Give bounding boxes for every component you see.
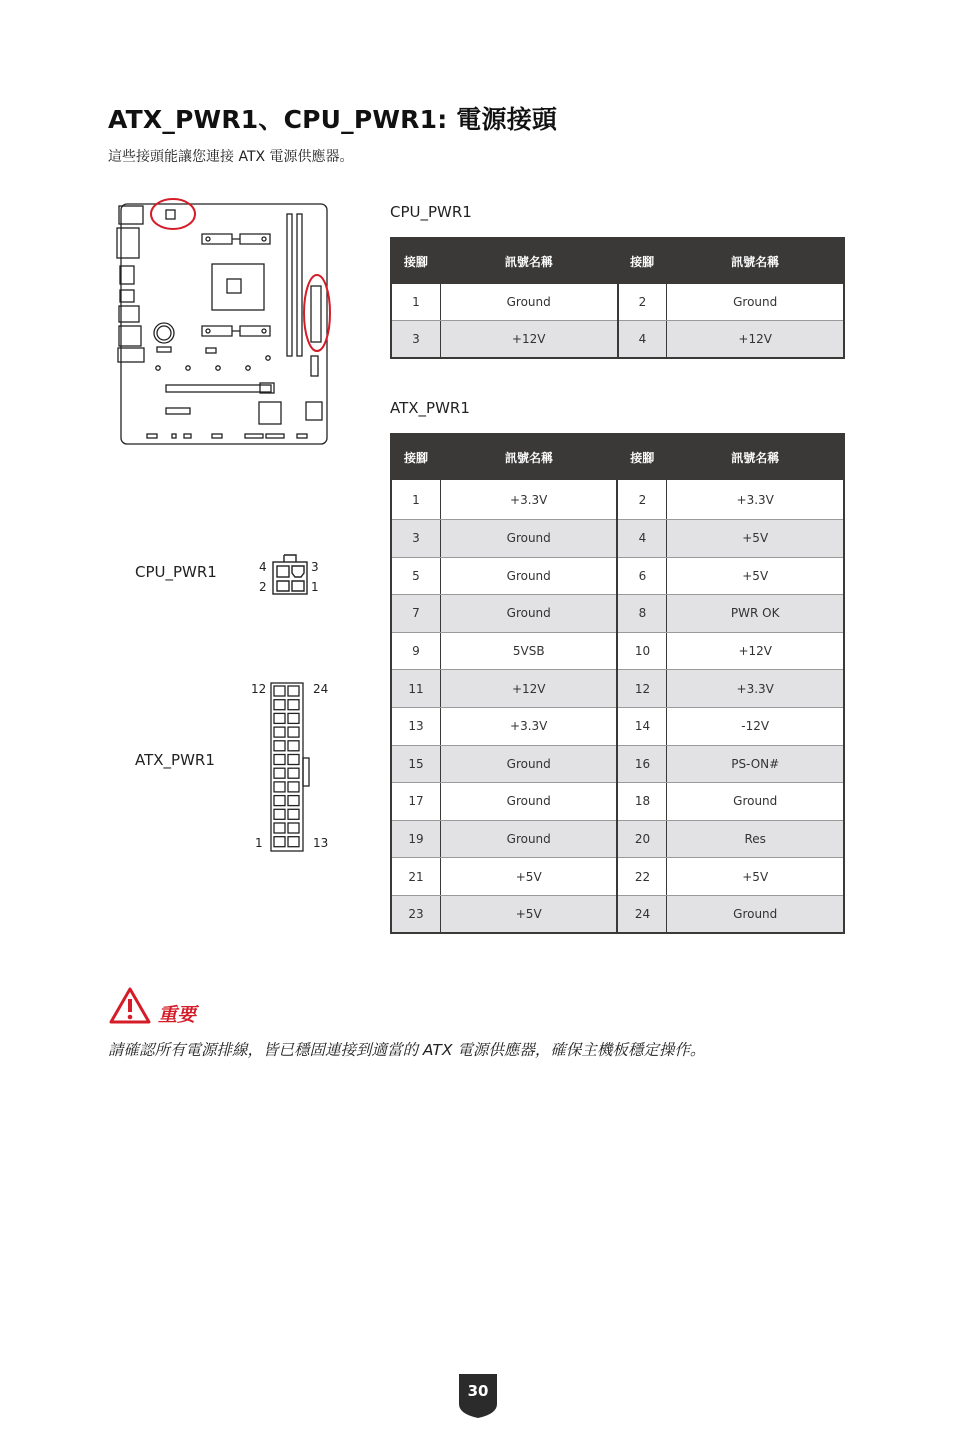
pin-cell: 22 — [617, 858, 666, 896]
atx-pin-cell — [274, 713, 285, 723]
header-pin: 接腳 — [391, 238, 440, 284]
atx-pin-cell — [288, 809, 299, 819]
signal-cell: Ground — [667, 284, 844, 321]
atx-pin-cell — [288, 823, 299, 833]
signal-cell: +12V — [667, 632, 844, 670]
atx-pin-cell — [274, 809, 285, 819]
table-row — [391, 858, 844, 896]
signal-cell: +12V — [667, 321, 844, 358]
pin-cell: 4 — [618, 321, 667, 358]
atx-pin-cell — [274, 768, 285, 778]
atx-pin-cell — [288, 796, 299, 806]
atx-pin-cell — [274, 823, 285, 833]
atx-pin-cell — [274, 837, 285, 847]
signal-cell: +3.3V — [440, 480, 617, 520]
atx-pin-cell — [288, 837, 299, 847]
pin-cell: 23 — [391, 895, 440, 933]
header-signal: 訊號名稱 — [440, 434, 617, 480]
header-signal: 訊號名稱 — [667, 434, 844, 480]
pin-cell: 3 — [391, 520, 440, 558]
cpu-pin-bottom-right: 1 — [311, 580, 319, 594]
pin-cell: 2 — [617, 480, 666, 520]
atx-pin-cell — [288, 700, 299, 710]
cpu-pwr-table — [390, 237, 845, 359]
board-outline — [121, 204, 327, 444]
atx-pin-cell — [288, 713, 299, 723]
atx-pin-cell — [274, 727, 285, 737]
signal-cell: -12V — [667, 707, 844, 745]
header-pin: 接腳 — [391, 434, 440, 480]
page-title: ATX_PWR1、CPU_PWR1: 電源接頭 — [108, 105, 558, 134]
cpu-pin-top-left: 4 — [259, 560, 267, 574]
pin-cell: 9 — [391, 632, 440, 670]
signal-cell: Ground — [440, 557, 617, 595]
pin-cell: 8 — [617, 595, 666, 633]
atx-pin-top-right: 24 — [313, 682, 329, 696]
signal-cell: Ground — [440, 745, 617, 783]
signal-cell: Res — [667, 820, 844, 858]
pin-cell: 19 — [391, 820, 440, 858]
pin-cell: 14 — [617, 707, 666, 745]
important-heading: 重要 — [158, 1004, 197, 1026]
table-row — [391, 707, 844, 745]
pin-cell: 24 — [617, 895, 666, 933]
cpu-pin-bottom-left: 2 — [259, 580, 267, 594]
signal-cell: PS-ON# — [667, 745, 844, 783]
cpu-pwr-connector-diagram — [270, 552, 310, 596]
pin-cell: 13 — [391, 707, 440, 745]
signal-cell: Ground — [667, 895, 844, 933]
table-row — [391, 595, 844, 633]
signal-cell: +12V — [440, 321, 617, 358]
signal-cell: Ground — [440, 820, 617, 858]
atx-pin-cell — [288, 768, 299, 778]
header-pin: 接腳 — [617, 434, 666, 480]
signal-cell: +3.3V — [667, 670, 844, 708]
pin-cell: 6 — [617, 557, 666, 595]
signal-cell: +5V — [667, 520, 844, 558]
table-row — [391, 820, 844, 858]
signal-cell: +5V — [667, 557, 844, 595]
important-note: 請確認所有電源排線，皆已穩固連接到適當的 ATX 電源供應器，確保主機板穩定操作。 — [108, 1041, 706, 1059]
table-row — [391, 783, 844, 821]
atx-pin-bottom-right: 13 — [313, 836, 329, 850]
table-header-row — [391, 434, 844, 480]
table-row — [391, 745, 844, 783]
signal-cell: 5VSB — [440, 632, 617, 670]
atx-pwr-connector-diagram — [268, 681, 314, 853]
table-row — [391, 632, 844, 670]
atx-pin-cell — [274, 686, 285, 696]
signal-cell: +3.3V — [440, 707, 617, 745]
signal-cell: +5V — [667, 858, 844, 896]
signal-cell: Ground — [667, 783, 844, 821]
pin-cell: 7 — [391, 595, 440, 633]
page-number: 30 — [467, 1382, 489, 1400]
header-signal: 訊號名稱 — [440, 238, 617, 284]
table-row — [391, 895, 844, 933]
signal-cell: +3.3V — [667, 480, 844, 520]
atx-pin-bottom-left: 1 — [255, 836, 263, 850]
pin-cell: 16 — [617, 745, 666, 783]
warning-icon — [108, 986, 152, 1026]
header-signal: 訊號名稱 — [667, 238, 844, 284]
page-subtitle: 這些接頭能讓您連接 ATX 電源供應器。 — [108, 149, 354, 165]
signal-cell: Ground — [440, 595, 617, 633]
atx-pwr-table — [390, 433, 845, 934]
motherboard-diagram — [114, 196, 336, 452]
table-row — [391, 321, 844, 358]
pin-cell: 4 — [617, 520, 666, 558]
signal-cell: Ground — [440, 284, 617, 321]
header-pin: 接腳 — [618, 238, 667, 284]
pin-cell: 17 — [391, 783, 440, 821]
pin-cell: 15 — [391, 745, 440, 783]
pin-cell: 10 — [617, 632, 666, 670]
pin-cell: 1 — [391, 480, 440, 520]
table-row — [391, 480, 844, 520]
pin-cell: 1 — [391, 284, 440, 321]
signal-cell: +5V — [440, 858, 617, 896]
atx-table-caption: ATX_PWR1 — [390, 399, 470, 417]
signal-cell: Ground — [440, 520, 617, 558]
cpu-table-caption: CPU_PWR1 — [390, 203, 472, 221]
pin-cell: 5 — [391, 557, 440, 595]
pin-cell: 2 — [618, 284, 667, 321]
pin-cell: 3 — [391, 321, 440, 358]
atx-pin-cell — [274, 741, 285, 751]
signal-cell: Ground — [440, 783, 617, 821]
pin-cell: 21 — [391, 858, 440, 896]
pin-cell: 11 — [391, 670, 440, 708]
atx-pin-cell — [274, 796, 285, 806]
atx-pin-cell — [274, 782, 285, 792]
cpu-pin-top-right: 3 — [311, 560, 319, 574]
signal-cell: PWR OK — [667, 595, 844, 633]
pin-cell: 12 — [617, 670, 666, 708]
atx-pin-cell — [274, 700, 285, 710]
atx-pin-top-left: 12 — [251, 682, 267, 696]
table-header-row — [391, 238, 844, 284]
atx-pin-cell — [288, 686, 299, 696]
atx-pin-cell — [288, 782, 299, 792]
signal-cell: +12V — [440, 670, 617, 708]
atx-pin-cell — [274, 755, 285, 765]
atx-pin-cell — [288, 727, 299, 737]
table-row — [391, 520, 844, 558]
atx-pin-cell — [288, 755, 299, 765]
atx-pin-cell — [288, 741, 299, 751]
pin-cell: 20 — [617, 820, 666, 858]
atx-pwr-connector-label: ATX_PWR1 — [135, 751, 215, 769]
pin-cell: 18 — [617, 783, 666, 821]
signal-cell: +5V — [440, 895, 617, 933]
table-row — [391, 284, 844, 321]
table-row — [391, 557, 844, 595]
table-row — [391, 670, 844, 708]
cpu-pwr-connector-label: CPU_PWR1 — [135, 563, 217, 581]
